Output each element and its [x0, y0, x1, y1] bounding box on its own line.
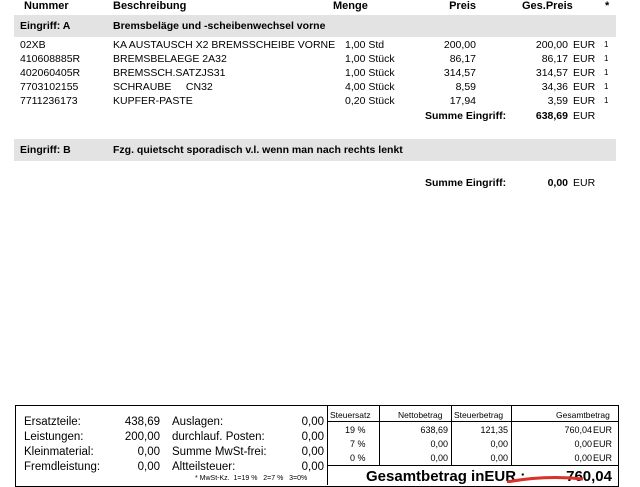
eingriff-b-label: Eingriff: B	[20, 144, 71, 156]
durchlauf-posten-value: 0,00	[301, 431, 324, 443]
row-flag: 1	[604, 54, 609, 63]
tax-header-gesamtbetrag: Gesamtbetrag	[556, 410, 610, 420]
tax-steuer: 0,00	[490, 453, 508, 463]
col-header-ges-preis: Ges.Preis	[522, 0, 573, 12]
auslagen-value: 0,00	[301, 416, 324, 428]
row-nummer: 7711236173	[20, 95, 78, 107]
col-header-menge: Menge	[333, 0, 368, 12]
row-currency: EUR	[573, 81, 596, 93]
totals-divider	[327, 405, 328, 485]
tax-bottom-divider	[327, 465, 618, 466]
tax-currency: EUR	[593, 439, 613, 449]
tax-header-steuersatz: Steuersatz	[330, 410, 371, 420]
row-nummer: 02XB	[20, 39, 46, 51]
row-menge: 1,00 Stück	[345, 67, 395, 79]
row-menge: 1,00 Std	[345, 39, 385, 51]
tax-satz: 19 %	[345, 425, 366, 435]
tax-currency: EUR	[593, 453, 613, 463]
row-currency: EUR	[573, 67, 596, 79]
kleinmaterial-label: Kleinmaterial:	[24, 446, 94, 458]
row-preis: 8,59	[455, 81, 476, 93]
col-header-nummer: Nummer	[24, 0, 69, 12]
row-flag: 1	[604, 68, 609, 77]
row-flag: 1	[604, 40, 609, 49]
row-menge: 0,20 Stück	[345, 95, 395, 107]
row-ges-preis: 86,17	[541, 53, 568, 65]
tax-header-nettobetrag: Nettobetrag	[398, 410, 443, 420]
summe-mwst-frei-label: Summe MwSt-frei:	[172, 446, 267, 458]
row-ges-preis: 34,36	[541, 81, 568, 93]
col-header-star: *	[605, 0, 610, 12]
row-currency: EUR	[573, 95, 596, 107]
row-preis: 86,17	[449, 53, 476, 65]
row-nummer: 410608885R	[20, 53, 81, 65]
row-menge: 4,00 Stück	[345, 81, 395, 93]
row-beschreibung: KA AUSTAUSCH X2 BREMSSCHEIBE VORNE	[113, 39, 336, 51]
gesamtbetrag-label: Gesamtbetrag inEUR :	[366, 468, 526, 485]
row-menge: 1,00 Stück	[345, 53, 395, 65]
tax-col-divider	[379, 405, 380, 465]
row-flag: 1	[604, 96, 609, 105]
leistungen-value: 200,00	[124, 431, 160, 443]
tax-gesamt: 760,04	[564, 425, 592, 435]
tax-gesamt: 0,00	[574, 453, 592, 463]
col-header-preis: Preis	[449, 0, 476, 12]
tax-netto: 0,00	[430, 439, 448, 449]
tax-steuer: 121,35	[480, 425, 508, 435]
eingriff-b-title: Fzg. quietscht sporadisch v.l. wenn man nach rechts lenkt	[113, 144, 403, 156]
row-ges-preis: 314,57	[535, 67, 568, 79]
eingriff-b-summe-currency: EUR	[573, 177, 596, 189]
tax-steuer: 0,00	[490, 439, 508, 449]
fremdleistung-value: 0,00	[137, 461, 160, 473]
tax-col-divider	[511, 405, 512, 465]
row-beschreibung: BREMSBELAEGE 2A32	[113, 53, 227, 65]
eingriff-b-summe-value: 0,00	[547, 177, 568, 189]
tax-header-steuerbetrag: Steuerbetrag	[454, 410, 504, 420]
summe-mwst-frei-value: 0,00	[301, 446, 324, 458]
mwst-footnote: * MwSt-Kz. 1=19 % 2=7 % 3=0%	[195, 475, 308, 482]
tax-satz: 7 %	[350, 439, 366, 449]
row-beschreibung: KUPFER-PASTE	[113, 95, 193, 107]
row-beschreibung: SCHRAUBE CN32	[113, 81, 213, 93]
red-highlight-stroke	[505, 474, 585, 483]
durchlauf-posten-label: durchlauf. Posten:	[172, 431, 265, 443]
eingriff-a-summe-label: Summe Eingriff:	[425, 110, 507, 122]
auslagen-label: Auslagen:	[172, 416, 224, 428]
eingriff-b-summe-label: Summe Eingriff:	[425, 177, 507, 189]
eingriff-a-summe-currency: EUR	[573, 110, 596, 122]
eingriff-a-summe-value: 638,69	[535, 110, 568, 122]
col-header-beschreibung: Beschreibung	[113, 0, 187, 12]
tax-header-divider	[327, 421, 618, 422]
row-ges-preis: 200,00	[535, 39, 568, 51]
row-currency: EUR	[573, 39, 596, 51]
row-preis: 200,00	[443, 39, 476, 51]
altteilsteuer-value: 0,00	[301, 461, 324, 473]
eingriff-a-title: Bremsbeläge und -scheibenwechsel vorne	[113, 20, 326, 32]
ersatzteile-label: Ersatzteile:	[24, 416, 81, 428]
row-ges-preis: 3,59	[547, 95, 568, 107]
row-preis: 314,57	[443, 67, 476, 79]
eingriff-a-label: Eingriff: A	[20, 20, 71, 32]
row-nummer: 7703102155	[20, 81, 79, 93]
tax-gesamt: 0,00	[574, 439, 592, 449]
ersatzteile-value: 438,69	[124, 416, 160, 428]
tax-netto: 0,00	[430, 453, 448, 463]
kleinmaterial-value: 0,00	[137, 446, 160, 458]
tax-satz: 0 %	[350, 453, 366, 463]
row-flag: 1	[604, 82, 609, 91]
row-beschreibung: BREMSSCH.SATZJS31	[113, 67, 226, 79]
row-preis: 17,94	[449, 95, 476, 107]
row-currency: EUR	[573, 53, 596, 65]
tax-col-divider	[451, 405, 452, 465]
altteilsteuer-label: Altteilsteuer:	[172, 461, 236, 473]
gesamtbetrag-value: 760,04	[566, 468, 612, 485]
eingriff-b-band	[14, 139, 616, 161]
leistungen-label: Leistungen:	[24, 431, 84, 443]
tax-netto: 638,69	[420, 425, 448, 435]
tax-currency: EUR	[593, 425, 613, 435]
fremdleistung-label: Fremdleistung:	[24, 461, 101, 473]
row-nummer: 402060405R	[20, 67, 81, 79]
eingriff-a-band	[14, 15, 616, 37]
